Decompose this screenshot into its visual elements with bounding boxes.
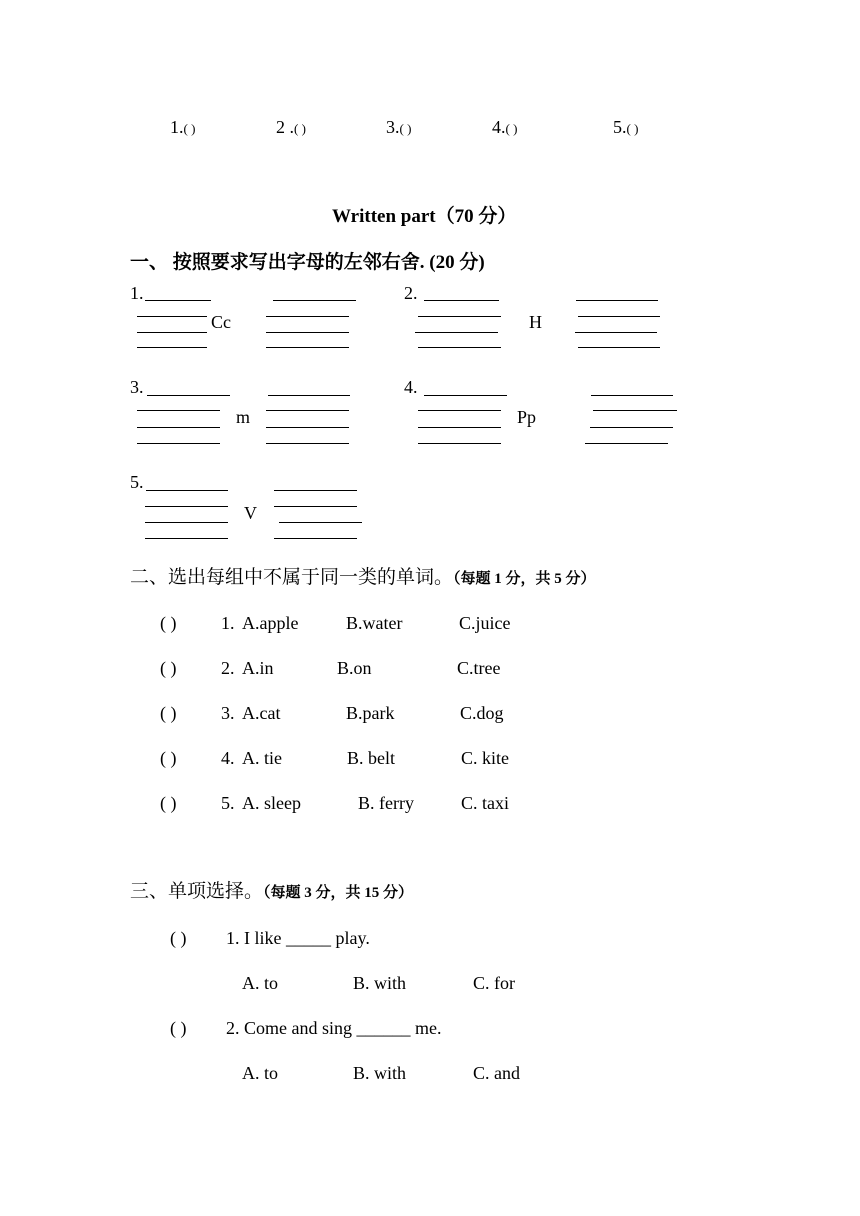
question-number: 4. <box>221 748 235 768</box>
answer-blank[interactable] <box>266 316 349 317</box>
option-c: C. taxi <box>461 793 509 813</box>
answer-blank[interactable] <box>268 395 350 396</box>
option-a: A. tie <box>242 748 282 768</box>
section3-note: （每题 3 分，共 15 分） <box>263 885 414 901</box>
section2-heading <box>130 567 596 590</box>
answer-blank[interactable] <box>593 410 677 411</box>
answer-blank[interactable] <box>137 410 220 411</box>
answer-blank[interactable] <box>145 300 211 301</box>
question-number: 5. <box>221 793 235 813</box>
letter: Pp <box>517 407 537 427</box>
letter: V <box>244 503 257 523</box>
group-number: 5. <box>130 472 144 492</box>
answer-blank[interactable] <box>424 395 507 396</box>
answer-item-1: 1.( ) <box>170 117 196 137</box>
answer-blank[interactable] <box>146 490 228 491</box>
option-b: B. with <box>353 973 407 993</box>
option-a: A. to <box>242 1063 278 1083</box>
answer-blank[interactable] <box>418 347 501 348</box>
answer-blank[interactable] <box>137 427 220 428</box>
answer-blank[interactable] <box>590 427 673 428</box>
group-number: 2. <box>404 283 418 303</box>
answer-paren[interactable]: ( ) <box>160 748 177 768</box>
option-c: C.tree <box>457 658 501 678</box>
answer-blank[interactable] <box>266 443 349 444</box>
group-number: 4. <box>404 377 418 397</box>
option-a: A.in <box>242 658 274 678</box>
letter: H <box>529 312 542 332</box>
answer-blank[interactable] <box>266 347 349 348</box>
answer-blank[interactable] <box>418 316 501 317</box>
answer-paren[interactable]: ( ) <box>170 1018 187 1038</box>
option-c: C. and <box>473 1063 520 1083</box>
question-number: 1. <box>221 613 235 633</box>
group-number: 3. <box>130 377 144 397</box>
answer-item-4: 4.( ) <box>492 117 518 137</box>
answer-blank[interactable] <box>418 410 501 411</box>
option-b: B. ferry <box>358 793 414 813</box>
answer-blank[interactable] <box>137 443 220 444</box>
answer-paren[interactable]: ( ) <box>160 613 177 633</box>
answer-blank[interactable] <box>591 395 673 396</box>
answer-blank[interactable] <box>418 443 501 444</box>
question-stem: 2. Come and sing ______ me. <box>226 1018 442 1038</box>
option-b: B.park <box>346 703 395 723</box>
answer-blank[interactable] <box>415 332 498 333</box>
section3-heading <box>130 881 413 904</box>
answer-paren[interactable]: ( ) <box>170 928 187 948</box>
answer-blank[interactable] <box>266 332 349 333</box>
option-b: B. belt <box>347 748 395 768</box>
section3-title: 三、单项选择。 <box>130 881 264 902</box>
letter: m <box>236 407 251 427</box>
question-number: 2. <box>221 658 235 678</box>
answer-blank[interactable] <box>578 316 660 317</box>
answer-blank[interactable] <box>576 300 658 301</box>
answer-item-2: 2 .( ) <box>276 117 306 137</box>
answer-paren[interactable]: ( ) <box>160 658 177 678</box>
answer-blank[interactable] <box>274 538 357 539</box>
answer-blank[interactable] <box>145 506 228 507</box>
option-a: A.apple <box>242 613 299 633</box>
group-number: 1. <box>130 283 144 303</box>
answer-blank[interactable] <box>147 395 230 396</box>
section1-heading: 一、 按照要求写出字母的左邻右舍. (20 分) <box>130 252 485 273</box>
answer-blank[interactable] <box>266 410 349 411</box>
option-b: B.on <box>337 658 372 678</box>
option-b: B.water <box>346 613 403 633</box>
option-c: C. for <box>473 973 515 993</box>
written-part-title: Written part（70 分） <box>332 206 517 227</box>
answer-blank[interactable] <box>145 522 228 523</box>
option-a: A. to <box>242 973 278 993</box>
section2-title: 二、选出每组中不属于同一类的单词。 <box>130 567 454 588</box>
option-c: C. kite <box>461 748 509 768</box>
option-b: B. with <box>353 1063 407 1083</box>
answer-blank[interactable] <box>585 443 668 444</box>
answer-blank[interactable] <box>279 522 362 523</box>
letter: Cc <box>211 312 231 332</box>
answer-blank[interactable] <box>137 332 207 333</box>
answer-paren[interactable]: ( ) <box>160 793 177 813</box>
question-number: 3. <box>221 703 235 723</box>
answer-blank[interactable] <box>578 347 660 348</box>
answer-blank[interactable] <box>145 538 228 539</box>
answer-blank[interactable] <box>274 506 357 507</box>
answer-blank[interactable] <box>274 490 357 491</box>
option-c: C.juice <box>459 613 511 633</box>
answer-blank[interactable] <box>273 300 356 301</box>
option-a: A.cat <box>242 703 281 723</box>
answer-item-5: 5.( ) <box>613 117 639 137</box>
answer-item-3: 3.( ) <box>386 117 412 137</box>
answer-blank[interactable] <box>418 427 501 428</box>
answer-blank[interactable] <box>137 316 207 317</box>
answer-blank[interactable] <box>137 347 207 348</box>
question-stem: 1. I like _____ play. <box>226 928 370 948</box>
answer-blank[interactable] <box>424 300 499 301</box>
answer-paren[interactable]: ( ) <box>160 703 177 723</box>
answer-blank[interactable] <box>575 332 657 333</box>
answer-blank[interactable] <box>266 427 349 428</box>
option-c: C.dog <box>460 703 504 723</box>
section2-note: （每题 1 分，共 5 分） <box>453 571 596 587</box>
option-a: A. sleep <box>242 793 301 813</box>
